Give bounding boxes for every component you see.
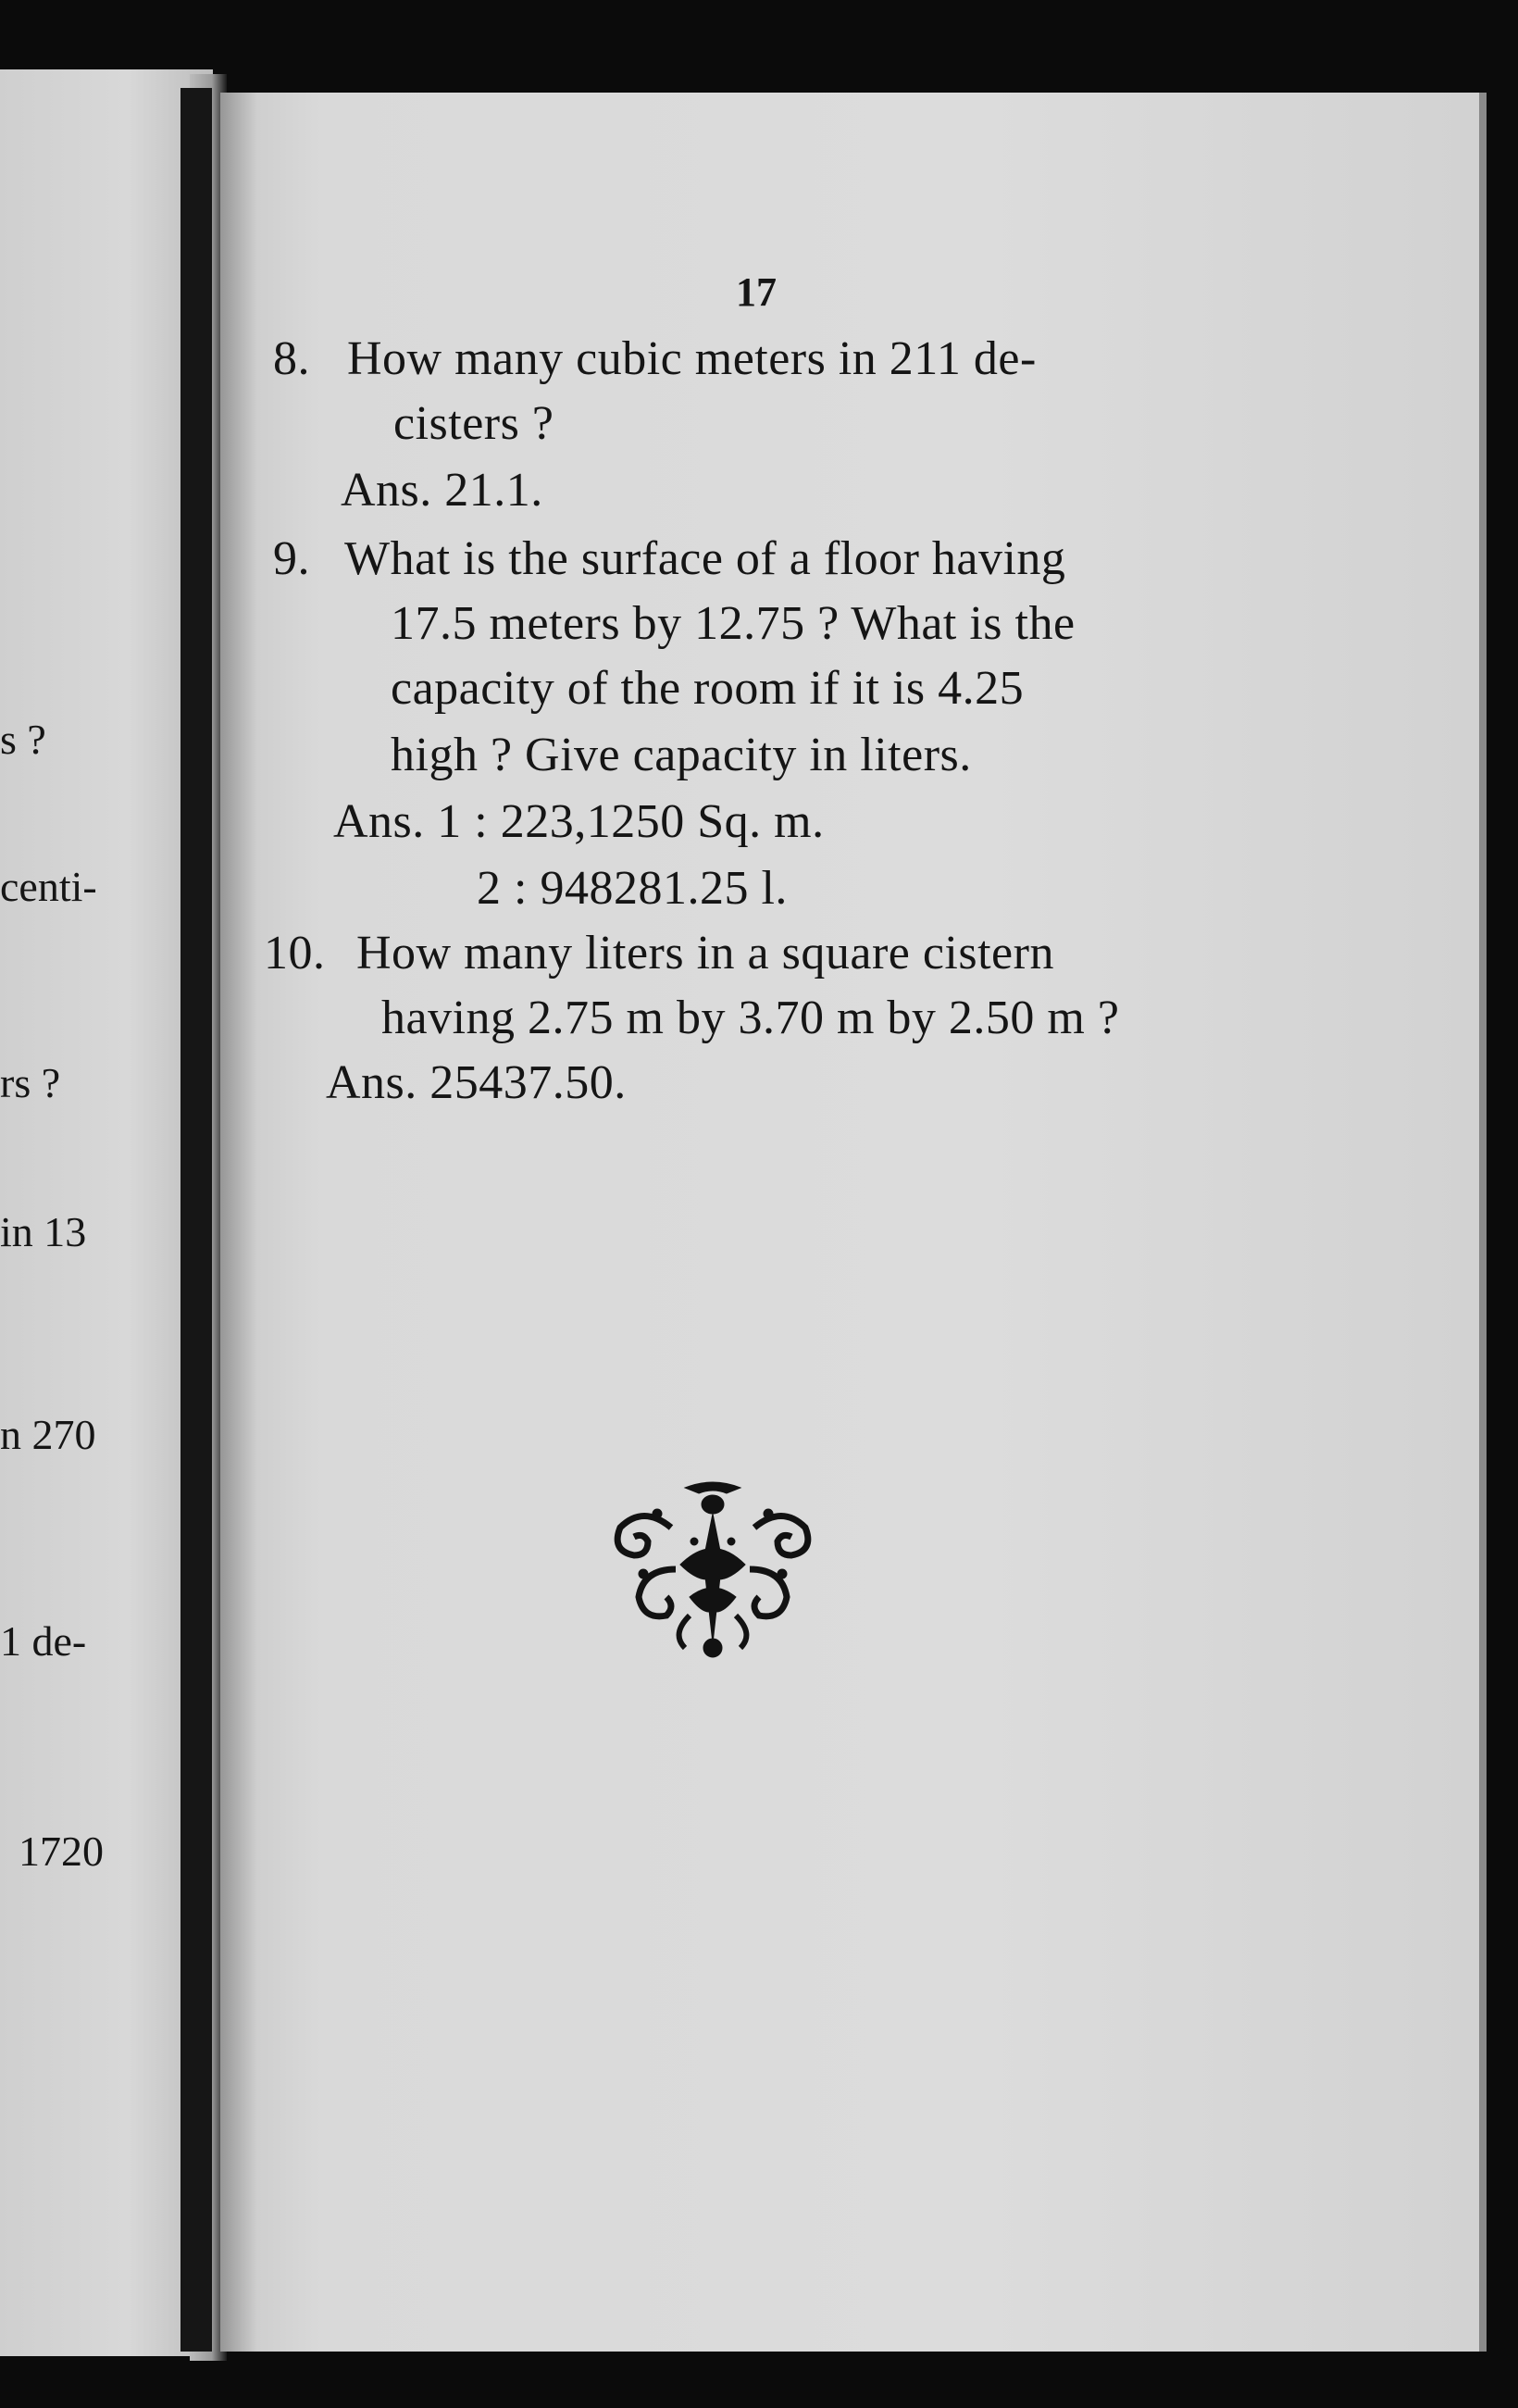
left-page-fragment: rs ? (0, 1059, 61, 1106)
answer-line: Ans. 21.1. (341, 464, 543, 517)
floral-ornament-icon (606, 1477, 819, 1662)
answer-line: Ans. 1 : 223,1250 Sq. m. (333, 795, 825, 848)
answer-line: Ans. 25437.50. (326, 1056, 627, 1109)
left-page-fragment: in 13 (0, 1208, 87, 1255)
left-page-fragment: n 270 (0, 1411, 96, 1458)
problem-line: How many liters in a square cistern (356, 927, 1054, 979)
gutter-shadow (220, 93, 257, 2352)
left-page-fragment: 1 de- (0, 1617, 87, 1665)
left-page-fragment: centi- (0, 863, 97, 910)
book-spine (180, 88, 212, 2352)
problem-line: having 2.75 m by 3.70 m by 2.50 m ? (381, 992, 1120, 1044)
problem-number: 8. (273, 332, 310, 385)
problem-line: 17.5 meters by 12.75 ? What is the (391, 597, 1076, 650)
problem-line: high ? Give capacity in liters. (391, 729, 972, 781)
problem-line: capacity of the room if it is 4.25 (391, 662, 1025, 715)
page-number: 17 (736, 269, 777, 315)
problem-number: 9. (273, 532, 310, 585)
problem-line: What is the surface of a floor having (344, 532, 1066, 585)
problem-number: 10. (264, 927, 326, 979)
left-page-fragment: 1720 (19, 1828, 104, 1875)
answer-line: 2 : 948281.25 l. (477, 862, 788, 915)
problem-line: cisters ? (393, 397, 554, 450)
left-page-fragment: s ? (0, 716, 46, 763)
problem-line: How many cubic meters in 211 de- (347, 332, 1037, 385)
